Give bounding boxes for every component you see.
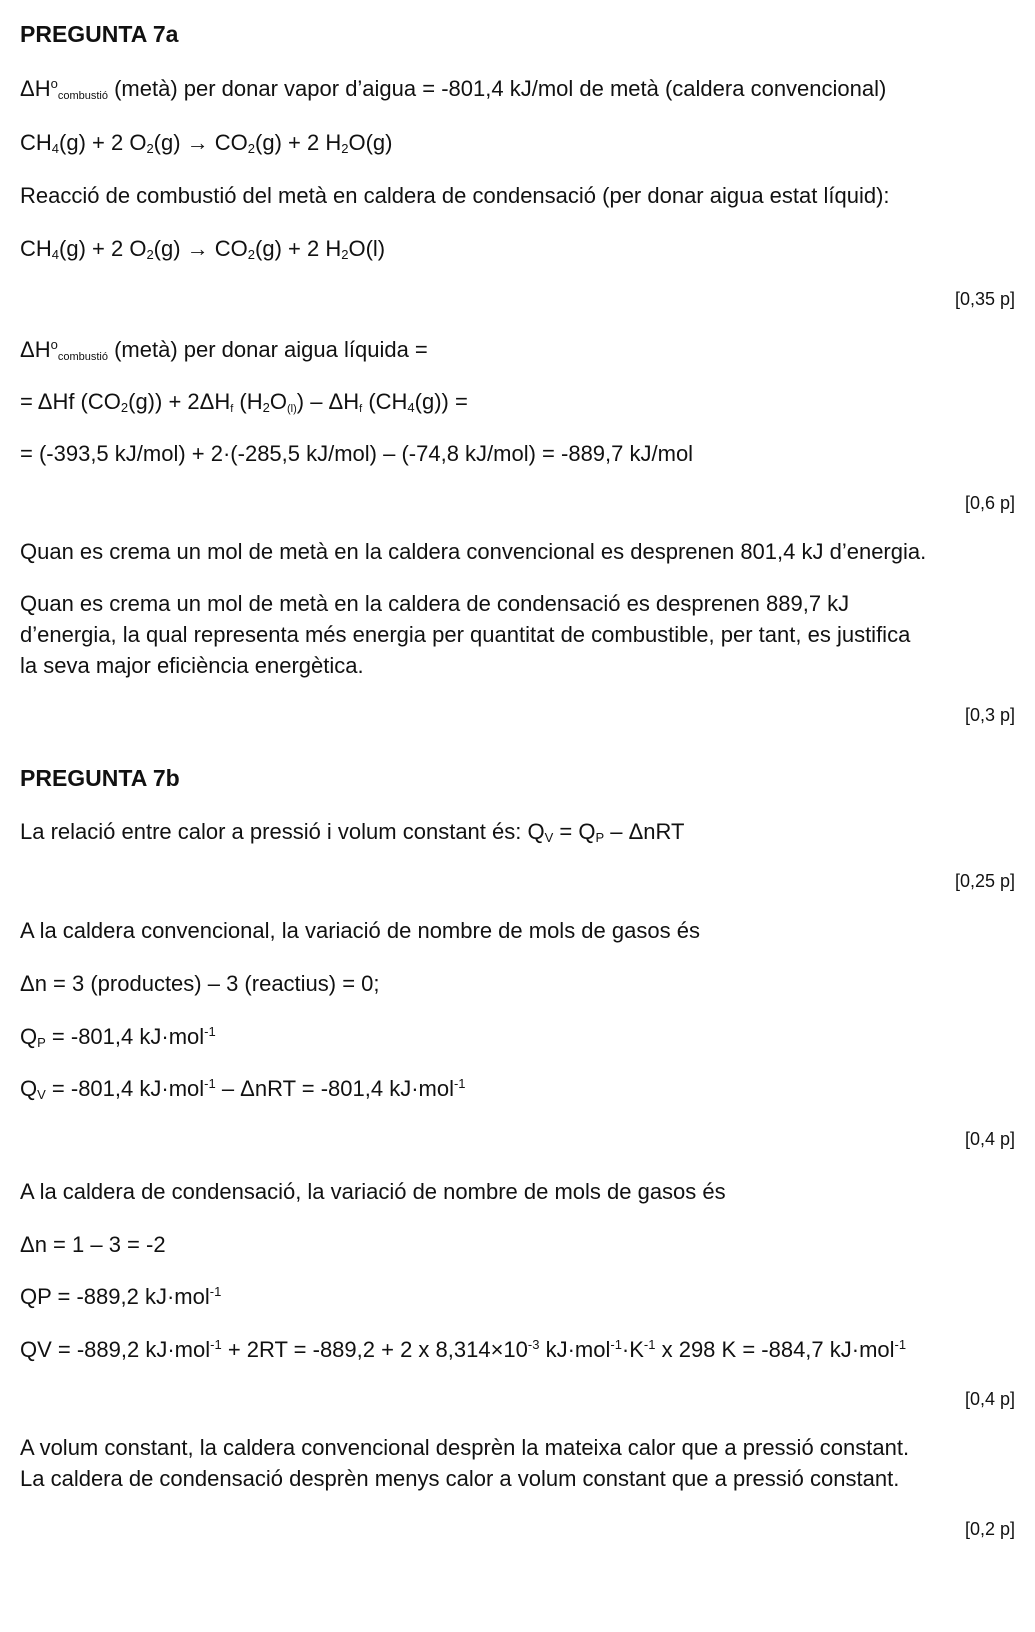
- hess-calculation-line: = (-393,5 kJ/mol) + 2·(-285,5 kJ/mol) – (-74,8 kJ/mol) = -889,7 kJ/mol: [20, 441, 694, 466]
- score-7a-3: [0,3 p]: [964, 705, 1015, 725]
- condensation-moles-text: A la caldera de condensació, la variació de nombre de mols de gasos és: [20, 1179, 726, 1204]
- score-7a-2: [0,6 p]: [964, 493, 1015, 513]
- delta-n-condensation: Δn = 1 – 3 = -2: [20, 1232, 166, 1257]
- delta-n-conventional: Δn = 3 (productes) – 3 (reactius) = 0;: [20, 971, 380, 996]
- conventional-moles-text: A la caldera convencional, la variació de nombre de mols de gasos és: [20, 918, 700, 943]
- enthalpy-vapour-line: $\Delta H^o_{combustió}$ (metà) per donar vapor d’aigua = -801,4 kJ/mol de metà (caldera convencional): [20, 76, 887, 102]
- condensation-energy-text-1: Quan es crema un mol de metà en la caldera de condensació es desprenen 889,7 kJ: [20, 591, 850, 616]
- condensation-reaction-text: Reacció de combustió del metà en caldera de condensació (per donar aigua estat líquid):: [20, 183, 890, 208]
- score-7a-1: [0,35 p]: [954, 289, 1015, 309]
- qp-conventional: $Q_P = -801,4$ kJ·mol$^{-1}$: [20, 1024, 216, 1050]
- conclusion-text-2: La caldera de condensació desprèn menys calor a volum constant que a pressió constant.: [20, 1466, 900, 1491]
- score-7b-3: [0,4 p]: [964, 1389, 1015, 1409]
- score-7b-4: [0,2 p]: [964, 1519, 1015, 1539]
- qv-conventional: $Q_V = -801,4$ kJ·mol$^{-1}$ – ΔnRT = -801,4 kJ·mol$^{-1}$: [20, 1076, 466, 1102]
- qv-condensation: QV = -889,2 kJ·mol$^{-1}$ + 2RT = -889,2 + 2 x $8,314\times 10^{-3}$ $kJ\cdot mol^{-1}\cdot K^{-1}$ x 298 K = -884,7 kJ·mol$^{-1}$: [20, 1337, 907, 1362]
- score-7b-2: [0,4 p]: [964, 1129, 1015, 1149]
- heat-relation-line: La relació entre calor a pressió i volum constant és: $Q_V = Q_P - \Delta nRT$: [20, 819, 685, 845]
- equation-vapour: $CH_4(g) + 2$ $O_2(g) \to CO_2(g) + 2$ $H_2O(g)$: [20, 130, 393, 156]
- conventional-energy-text: Quan es crema un mol de metà en la caldera convencional es desprenen 801,4 kJ d’energia.: [20, 539, 927, 564]
- score-7b-1: [0,25 p]: [954, 871, 1015, 891]
- conclusion-text-1: A volum constant, la caldera convencional desprèn la mateixa calor que a pressió constant.: [20, 1435, 910, 1460]
- enthalpy-liquid-line: $\Delta H^o_{combustió}$ (metà) per donar aigua líquida =: [20, 337, 428, 363]
- qp-condensation: QP = -889,2 kJ·mol$^{-1}$: [20, 1284, 222, 1309]
- hess-law-line: = ΔHf $(CO_2(g)) + 2\Delta H_f$ $(H_2O_{(l)}) - \Delta H_f$ $(CH_4(g))$ =: [20, 389, 468, 415]
- condensation-energy-text-3: la seva major eficiència energètica.: [20, 653, 364, 678]
- heading-7a: PREGUNTA 7a: [20, 21, 179, 47]
- condensation-energy-text-2: d’energia, la qual representa més energia per quantitat de combustible, per tant, es justifica: [20, 622, 911, 647]
- equation-liquid: $CH_4(g) + 2$ $O_2(g) \to CO_2(g) + 2$ $H_2O(l)$: [20, 236, 386, 262]
- heading-7b: PREGUNTA 7b: [20, 765, 180, 791]
